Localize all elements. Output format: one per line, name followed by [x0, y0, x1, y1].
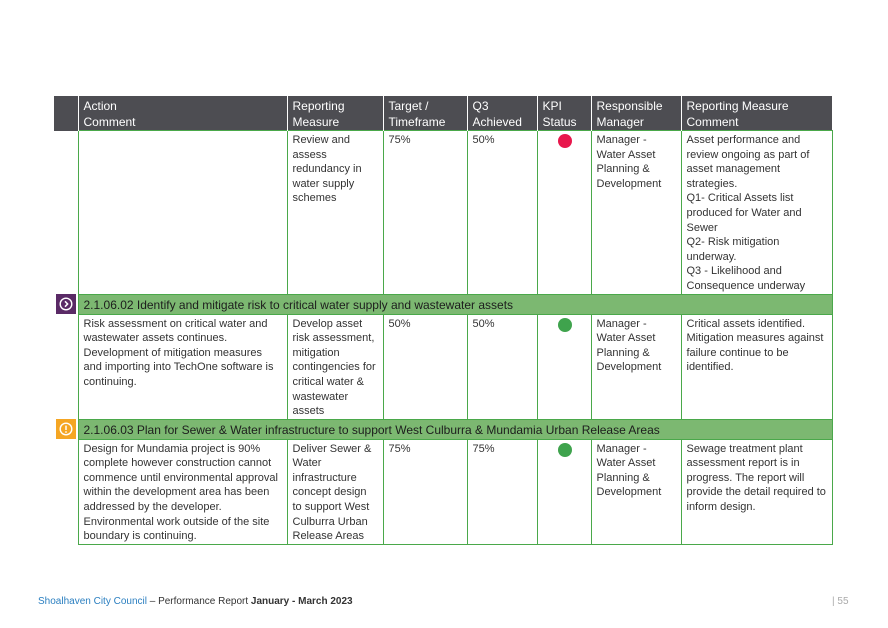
header-rmc-label: Reporting Measure — [686, 99, 789, 113]
kpi-status-cell — [537, 439, 591, 544]
section-title: 2.1.06.02 Identify and mitigate risk to critical water supply and wastewater assets — [78, 294, 832, 314]
header-kpi-label: KPI — [542, 99, 562, 113]
header-status-label: Status — [542, 115, 577, 129]
target-cell: 50% — [383, 314, 467, 419]
kpi-status-dot — [558, 134, 572, 148]
chevron-right-circle-icon — [56, 294, 76, 314]
action-comment-cell: Risk assessment on critical water and wastewater assets continues. Development of mitigation measures and importing into TechOne software is continuing. — [78, 314, 287, 419]
header-action-label: Action — [83, 99, 117, 113]
reporting-measure-comment-cell: Asset performance and review ongoing as part of asset management strategies. Q1- Critical Assets list produced for Water and Sewer Q2- Risk mitigation underway. Q3 - Likelihood and Consequence underway — [681, 131, 832, 295]
reporting-measure-cell: Deliver Sewer & Water infrastructure concept design to support West Culburra Urban Release Areas — [287, 439, 383, 544]
q3-achieved-cell: 50% — [467, 314, 537, 419]
table-header-row — [54, 96, 832, 131]
header-kpi-status — [537, 96, 591, 131]
header-achieved-label: Achieved — [472, 115, 522, 129]
action-comment-cell: Design for Mundamia project is 90% complete however construction cannot commence until environmental approval within the development area has been addressed by the developer. Environmental work outside of the site boundary is continuing. — [78, 439, 287, 544]
header-reporting-label: Reporting — [292, 99, 345, 113]
reporting-measure-cell: Develop asset risk assessment, mitigation contingencies for critical water & wastewater assets — [287, 314, 383, 419]
header-q3-achieved — [467, 96, 537, 131]
header-target-label: Target / — [388, 99, 429, 113]
section-title: 2.1.06.03 Plan for Sewer & Water infrastructure to support West Culburra & Mundamia Urban Release Areas — [78, 419, 832, 439]
exclamation-circle-icon — [56, 419, 76, 439]
header-rmc-comment-label: Comment — [686, 115, 739, 129]
section-icon-cell — [54, 419, 78, 439]
kpi-status-cell — [537, 314, 591, 419]
target-cell: 75% — [383, 131, 467, 295]
section-row — [54, 294, 832, 314]
responsible-manager-cell: Manager - Water Asset Planning & Development — [591, 131, 681, 295]
header-manager-label: Manager — [596, 115, 644, 129]
responsible-manager-cell: Manager - Water Asset Planning & Development — [591, 314, 681, 419]
reporting-measure-comment-cell: Sewage treatment plant assessment report is in progress. The report will provide the detail required to inform design. — [681, 439, 832, 544]
kpi-status-dot — [558, 318, 572, 332]
action-comment-cell — [78, 131, 287, 295]
header-action-comment — [78, 96, 287, 131]
section-row — [54, 419, 832, 439]
q3-achieved-cell: 75% — [467, 439, 537, 544]
footer-org: Shoalhaven City Council — [38, 596, 147, 607]
row-icon-cell — [54, 131, 78, 295]
kpi-status-cell — [537, 131, 591, 295]
row-icon-cell — [54, 314, 78, 419]
header-responsible-manager — [591, 96, 681, 131]
table-row — [54, 131, 832, 295]
header-q3-label: Q3 — [472, 99, 489, 113]
header-measure-label: Measure — [292, 115, 340, 129]
header-target — [383, 96, 467, 131]
row-icon-cell — [54, 439, 78, 544]
target-cell: 75% — [383, 439, 467, 544]
kpi-status-dot — [558, 443, 572, 457]
header-reporting-measure — [287, 96, 383, 131]
reporting-measure-cell: Review and assess redundancy in water supply schemes — [287, 131, 383, 295]
table-row — [54, 314, 832, 419]
header-timeframe-label: Timeframe — [388, 115, 446, 129]
header-responsible-label: Responsible — [596, 99, 663, 113]
footer-report-label: – Performance Report — [146, 596, 251, 607]
footer — [38, 596, 353, 607]
reporting-measure-comment-cell: Critical assets identified. Mitigation measures against failure continue to be identified. — [681, 314, 832, 419]
page-number: | 55 — [832, 596, 849, 607]
header-comment-label: Comment — [83, 115, 136, 129]
q3-achieved-cell: 50% — [467, 131, 537, 295]
header-icon-cell — [54, 96, 78, 131]
performance-table — [54, 96, 833, 545]
responsible-manager-cell: Manager - Water Asset Planning & Development — [591, 439, 681, 544]
table-row — [54, 439, 832, 544]
section-icon-cell — [54, 294, 78, 314]
footer-period: January - March 2023 — [250, 596, 353, 607]
header-reporting-measure-comment — [681, 96, 832, 131]
